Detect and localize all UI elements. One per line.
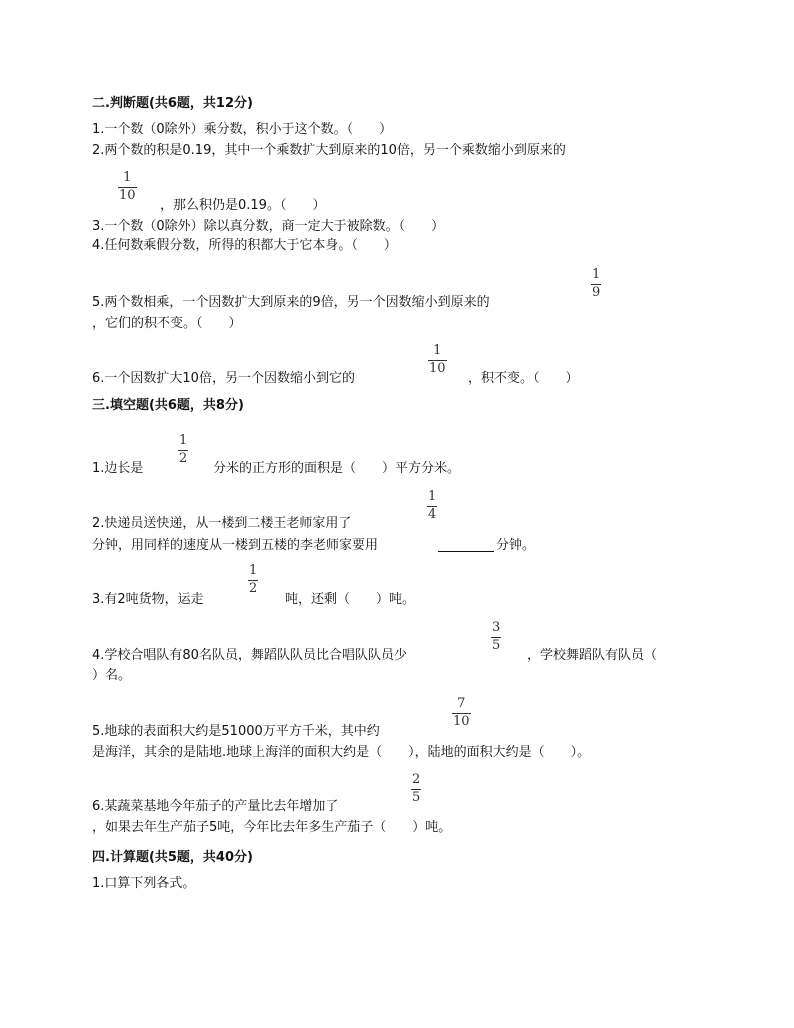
fraction-numerator: 2: [412, 772, 421, 787]
fraction-3-4: [491, 621, 501, 653]
question-2-5-text-a: 5.两个数相乘，一个因数扩大到原来的9倍，另一个因数缩小到原来的: [92, 295, 490, 310]
question-3-4-text-c: ）名。: [92, 668, 132, 683]
question-2-2-text-a: 2.两个数的积是0.19，其中一个乘数扩大到原来的10倍，另一个乘数缩小到原来的: [92, 143, 566, 158]
answer-blank: [438, 551, 494, 552]
fraction-numerator: 7: [457, 696, 466, 711]
question-3-6-text-b: ，如果去年生产茄子5吨，今年比去年多生产茄子（ ）吨。: [92, 820, 452, 835]
fraction-denominator: 2: [249, 581, 258, 596]
question-3-2-text-c: 分钟。: [496, 538, 536, 553]
question-3-6-text-a: 6.某蔬菜基地今年茄子的产量比去年增加了: [92, 799, 339, 814]
fraction-numerator: 1: [123, 170, 132, 185]
fraction-3-3: [248, 564, 258, 596]
fraction-numerator: 1: [433, 343, 442, 358]
fraction-denominator: 9: [592, 285, 601, 300]
question-2-5-text-b: ，它们的积不变。（ ）: [92, 316, 242, 331]
fraction-numerator: 1: [428, 489, 437, 504]
question-2-3: 3.一个数（0除外）除以真分数，商一定大于被除数。（ ）: [92, 219, 445, 234]
fraction-3-1: [178, 434, 188, 466]
fraction-denominator: 5: [412, 790, 421, 805]
question-3-3-text-a: 3.有2吨货物，运走: [92, 592, 204, 607]
question-3-1-text-b: 分米的正方形的面积是（ ）平方分米。: [213, 461, 461, 476]
fraction-3-2: [427, 490, 437, 522]
question-3-3-text-b: 吨，还剩（ ）吨。: [285, 592, 416, 607]
question-2-2-text-b: ，那么积仍是0.19。（ ）: [160, 198, 326, 213]
question-4-1: 1.口算下列各式。: [92, 876, 196, 891]
section3-title: 三.填空题(共6题，共8分): [92, 398, 244, 413]
fraction-denominator: 5: [492, 638, 501, 653]
question-3-1-text-a: 1.边长是: [92, 461, 144, 476]
question-3-5-text-b: 是海洋，其余的是陆地.地球上海洋的面积大约是（ ），陆地的面积大约是（ ）。: [92, 745, 591, 760]
fraction-denominator: 4: [428, 507, 437, 522]
fraction-3-5: [452, 697, 471, 729]
fraction-2-2: [118, 171, 137, 203]
question-3-2-text-b: 分钟，用同样的速度从一楼到五楼的李老师家要用: [92, 538, 379, 553]
question-2-4: 4.任何数乘假分数，所得的积都大于它本身。（ ）: [92, 238, 397, 253]
fraction-denominator: 2: [179, 451, 188, 466]
question-3-5-text-a: 5.地球的表面积大约是51000万平方千米，其中约: [92, 724, 380, 739]
fraction-numerator: 3: [492, 620, 501, 635]
question-2-1: 1.一个数（0除外）乘分数，积小于这个数。（ ）: [92, 122, 393, 137]
question-2-6-text-b: ，积不变。（ ）: [468, 371, 579, 386]
question-3-2-text-a: 2.快递员送快递，从一楼到二楼王老师家用了: [92, 516, 352, 531]
fraction-denominator: 10: [119, 188, 136, 203]
question-3-4-text-b: ，学校舞蹈队有队员（: [527, 648, 658, 663]
question-3-4-text-a: 4.学校合唱队有80名队员，舞蹈队队员比合唱队队员少: [92, 648, 407, 663]
fraction-numerator: 1: [249, 563, 258, 578]
fraction-2-6: [428, 344, 447, 376]
fraction-numerator: 1: [179, 433, 188, 448]
fraction-denominator: 10: [453, 714, 470, 729]
fraction-numerator: 1: [592, 267, 601, 282]
fraction-denominator: 10: [429, 361, 446, 376]
section4-title: 四.计算题(共5题，共40分): [92, 850, 253, 865]
fraction-3-6: [411, 773, 421, 805]
question-2-6-text-a: 6.一个因数扩大10倍，另一个因数缩小到它的: [92, 371, 355, 386]
fraction-2-5: [591, 268, 601, 300]
section2-title: 二.判断题(共6题，共12分): [92, 96, 253, 111]
